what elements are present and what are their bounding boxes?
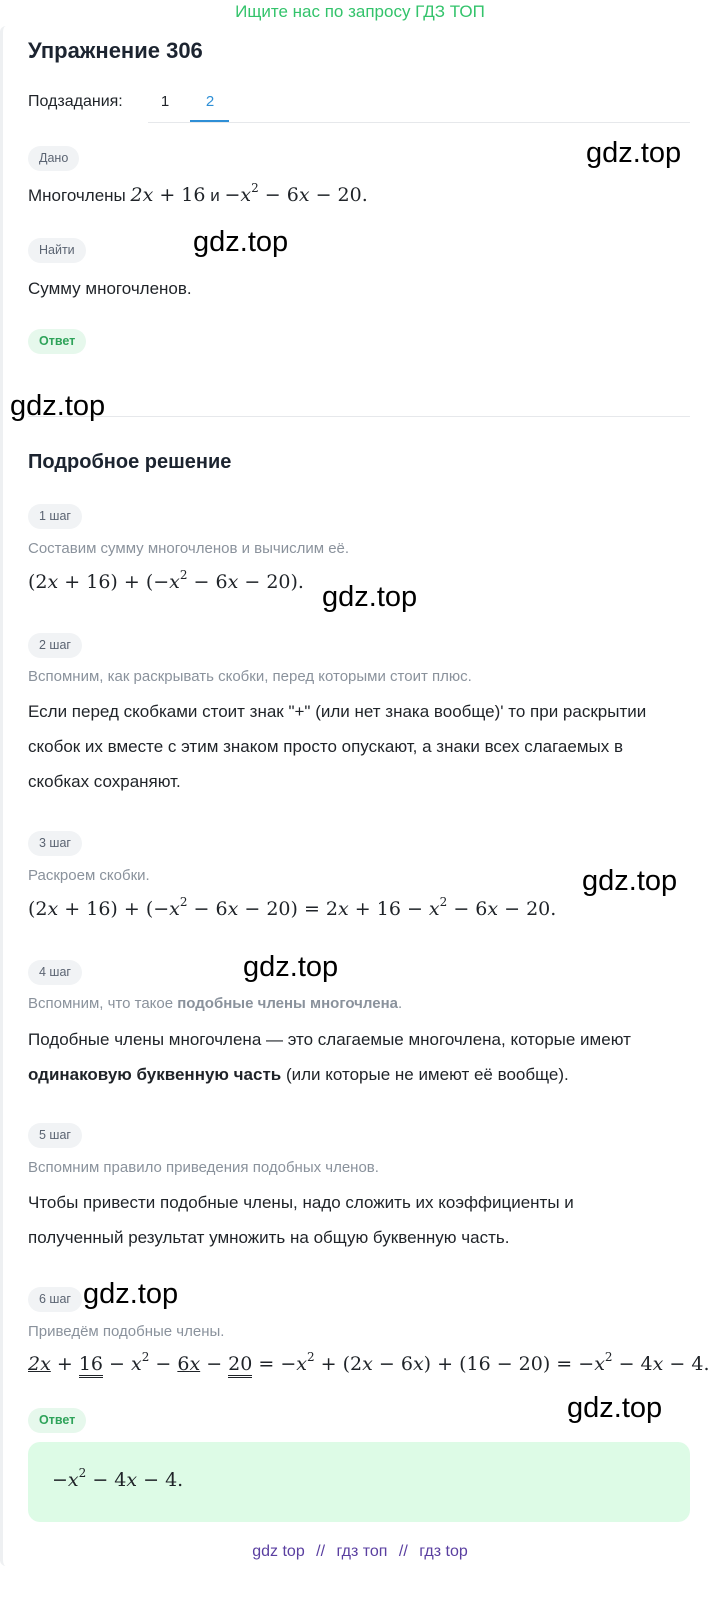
step-4-text-line1: Подобные члены многочлена — это слагаемые многочлена, которые имеют <box>28 1030 631 1049</box>
watermark: gdz.top <box>582 865 678 897</box>
step-4-text <box>28 1022 678 1092</box>
step-5-text: Чтобы привести подобные члены, надо сложить их коэффициенты и полученный результат умножить на общую буквенную часть. <box>28 1193 574 1247</box>
section-divider <box>28 416 690 417</box>
card-edge <box>0 26 9 1566</box>
search-banner[interactable]: Ищите нас по запросу ГДЗ ТОП <box>235 2 485 21</box>
given-prefix: Многочлены <box>28 186 126 205</box>
step-6-formula: $2x + 16 - x^2 - 6x - 20 = -x^2 + (2x - 6x) + (16 - 20) = -x^2 - 4x - 4$. <box>28 1353 710 1375</box>
solution-title: Подробное решение <box>28 451 232 473</box>
step-4-pill: 4 шаг <box>28 960 82 985</box>
step-1-pill: 1 шаг <box>28 504 82 529</box>
step-2-pill: 2 шаг <box>28 633 82 658</box>
footer-links <box>0 1543 720 1561</box>
watermark: gdz.top <box>193 226 289 258</box>
find-pill: Найти <box>28 238 86 263</box>
footer-separator: // <box>398 1543 408 1560</box>
given-conj: и <box>210 186 220 205</box>
final-answer: $-x^2 - 4x - 4$. <box>52 1466 184 1491</box>
watermark: gdz.top <box>567 1392 663 1424</box>
footer-separator: // <box>316 1543 326 1560</box>
footer-link-3[interactable]: гдз top <box>419 1543 468 1560</box>
given-poly1: 2x + 16 <box>130 184 206 206</box>
subtabs-divider <box>148 122 690 123</box>
step-4-hint-suffix: . <box>397 995 403 1012</box>
subtasks-label: Подзадания: <box>28 93 123 110</box>
final-answer-pill: Ответ <box>28 1408 86 1433</box>
subtask-tab-1[interactable]: 1 <box>160 93 170 110</box>
subtask-tab-2[interactable]: 2 <box>205 93 215 110</box>
step-3-hint: Раскроем скобки. <box>28 867 150 884</box>
step-1-formula: $(2x + 16) + (-x^2 - 6x - 20)$. <box>28 568 304 593</box>
step-5-hint: Вспомним правило приведения подобных членов. <box>28 1159 379 1176</box>
watermark: gdz.top <box>586 137 682 169</box>
exercise-title: Упражнение 306 <box>28 38 203 63</box>
step-2-text: Если перед скобками стоит знак "+" (или нет знака вообще)' то при раскрытии скобок их вместе с этим знаком просто опускают, а знаки всех слагаемых в скобках сохраняют. <box>28 702 647 791</box>
step-4-text-rest: (или которые не имеют её вообще). <box>285 1065 569 1084</box>
step-6-hint: Приведём подобные члены. <box>28 1323 225 1340</box>
step-4-hint-bold: подобные члены многочлена <box>177 995 398 1012</box>
find-text: Сумму многочленов. <box>28 279 192 298</box>
watermark: gdz.top <box>322 581 418 613</box>
step-6-pill: 6 шаг <box>28 1287 82 1312</box>
step-3-pill: 3 шаг <box>28 831 82 856</box>
step-4-hint-prefix: Вспомним, что такое <box>28 995 174 1012</box>
step-3-formula: $(2x + 16) + (-x^2 - 6x - 20) = 2x + 16 - x^2 - 6x - 20$. <box>28 895 557 920</box>
active-subtab-indicator <box>190 120 229 122</box>
given-text <box>28 178 368 213</box>
step-4-text-bold: одинаковую буквенную часть <box>28 1065 282 1084</box>
footer-link-2[interactable]: гдз топ <box>336 1543 388 1560</box>
answer-pill: Ответ <box>28 329 86 354</box>
step-5-pill: 5 шаг <box>28 1123 82 1148</box>
step-1-hint: Составим сумму многочленов и вычислим её. <box>28 540 350 557</box>
watermark: gdz.top <box>10 390 106 422</box>
step-2-hint: Вспомним, как раскрывать скобки, перед которыми стоит плюс. <box>28 668 472 685</box>
watermark: gdz.top <box>243 951 339 983</box>
given-poly2: $-x^2 - 6x - 20$. <box>224 181 368 206</box>
watermark: gdz.top <box>83 1278 179 1310</box>
step-4-hint <box>28 995 402 1012</box>
given-pill: Дано <box>28 146 79 171</box>
footer-link-1[interactable]: gdz top <box>252 1543 305 1560</box>
